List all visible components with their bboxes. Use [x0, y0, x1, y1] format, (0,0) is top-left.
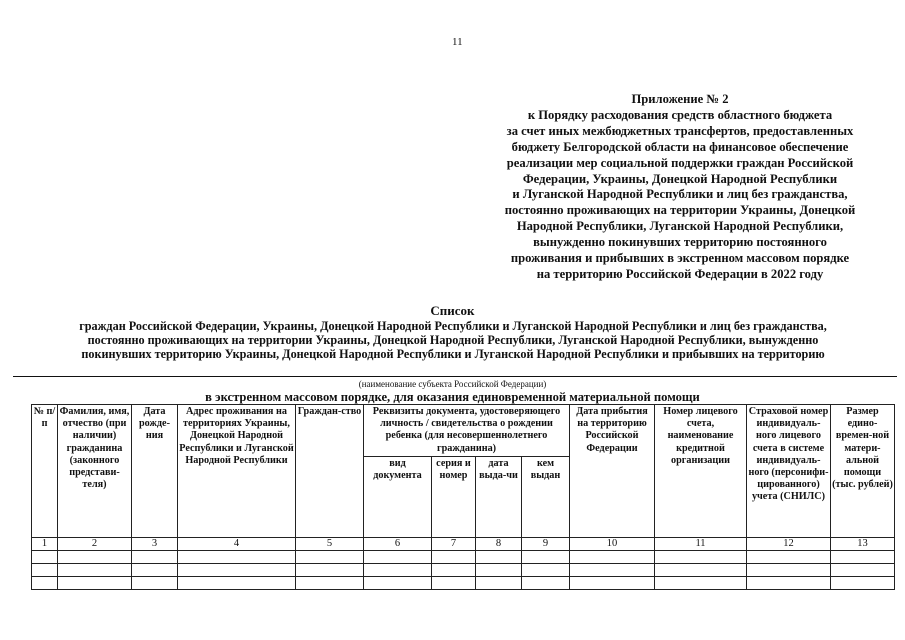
header-citizenship: Граждан-ство	[296, 405, 364, 538]
column-number: 11	[655, 537, 747, 550]
header-row	[32, 405, 895, 457]
appendix-line: Федерации, Украины, Донецкой Народной Республики	[522, 171, 838, 186]
column-number: 1	[32, 537, 58, 550]
column-number: 3	[132, 537, 178, 550]
appendix-line: на территорию Российской Федерации в 2022 году	[536, 266, 824, 281]
region-caption: (наименование субъекта Российской Федерации)	[358, 379, 547, 389]
list-continuation: в экстренном массовом порядке, для оказания единовременной материальной помощи	[205, 390, 700, 404]
header-account: Номер лицевого счета, наименование кредитной организации	[655, 405, 747, 538]
header-arrival-date: Дата прибытия на территорию Российской Федерации	[570, 405, 655, 538]
column-number: 8	[476, 537, 522, 550]
list-subtitle-line: постоянно проживающих на территории Украины, Донецкой Народной Республики, Луганской Народной Республики, вынужденно	[87, 333, 819, 348]
column-number: 12	[747, 537, 831, 550]
list-subtitle	[8, 319, 898, 362]
column-number: 6	[364, 537, 432, 550]
header-address: Адрес проживания на территориях Украины, Донецкой Народной Республики и Луганской Народной Республики	[178, 405, 296, 538]
page-number: 11	[452, 36, 463, 48]
header-birth-date: Дата рожде-ния	[132, 405, 178, 538]
table-row	[32, 564, 895, 577]
header-doc-type: вид документа	[364, 456, 432, 537]
appendix-line: бюджету Белгородской области на финансовое обеспечение	[511, 139, 849, 154]
header-document-group: Реквизиты документа, удостоверяющего личность / свидетельства о рождении ребенка (для несовершеннолетнего гражданина)	[364, 405, 570, 457]
column-number: 10	[570, 537, 655, 550]
table-row	[32, 577, 895, 590]
list-subtitle-line: покинувших территорию Украины, Донецкой Народной Республики и Луганской Народной Республики и прибывших на территорию	[81, 347, 825, 362]
column-number: 2	[58, 537, 132, 550]
table-row	[32, 551, 895, 564]
header-amount: Размер едино-времен-ной матери-альной помощи (тыс. рублей)	[831, 405, 895, 538]
header-doc-series: серия и номер	[432, 456, 476, 537]
recipients-table	[31, 404, 895, 590]
appendix-line: и Луганской Народной Республики и лиц без гражданства,	[512, 187, 848, 202]
header-num: № п/п	[32, 405, 58, 538]
appendix-line: реализации мер социальной поддержки граждан Российской	[506, 155, 854, 170]
list-subtitle-line: граждан Российской Федерации, Украины, Донецкой Народной Республики и Луганской Народной Республики и лиц без гражданства,	[79, 319, 827, 333]
header-fio: Фамилия, имя, отчество (при наличии) гражданина (законного представи-теля)	[58, 405, 132, 538]
header-doc-issuer: кем выдан	[522, 456, 570, 537]
appendix-line: Народной Республики, Луганской Народной Республики,	[516, 219, 844, 234]
appendix-line: Приложение № 2	[631, 92, 729, 106]
appendix-line: к Порядку расходования средств областного бюджета	[527, 107, 833, 122]
column-number: 13	[831, 537, 895, 550]
appendix-header	[470, 92, 890, 283]
appendix-line: за счет иных межбюджетных трансфертов, предоставленных	[506, 123, 854, 138]
column-number: 7	[432, 537, 476, 550]
appendix-line: постоянно проживающих на территории Украины, Донецкой	[504, 203, 856, 218]
appendix-line: проживания и прибывших в экстренном массовом порядке	[510, 251, 850, 266]
appendix-line: вынужденно покинувших территорию постоянного	[533, 235, 827, 250]
list-title: Список	[430, 303, 475, 318]
header-doc-date: дата выда-чи	[476, 456, 522, 537]
column-number-row	[32, 537, 895, 550]
column-number: 5	[296, 537, 364, 550]
column-number: 9	[522, 537, 570, 550]
region-name-line	[13, 376, 897, 377]
column-number: 4	[178, 537, 296, 550]
header-snils: Страховой номер индивидуаль-ного лицевого счета в системе индивидуаль-ного (персонифи-цированного) учета (СНИЛС)	[747, 405, 831, 538]
